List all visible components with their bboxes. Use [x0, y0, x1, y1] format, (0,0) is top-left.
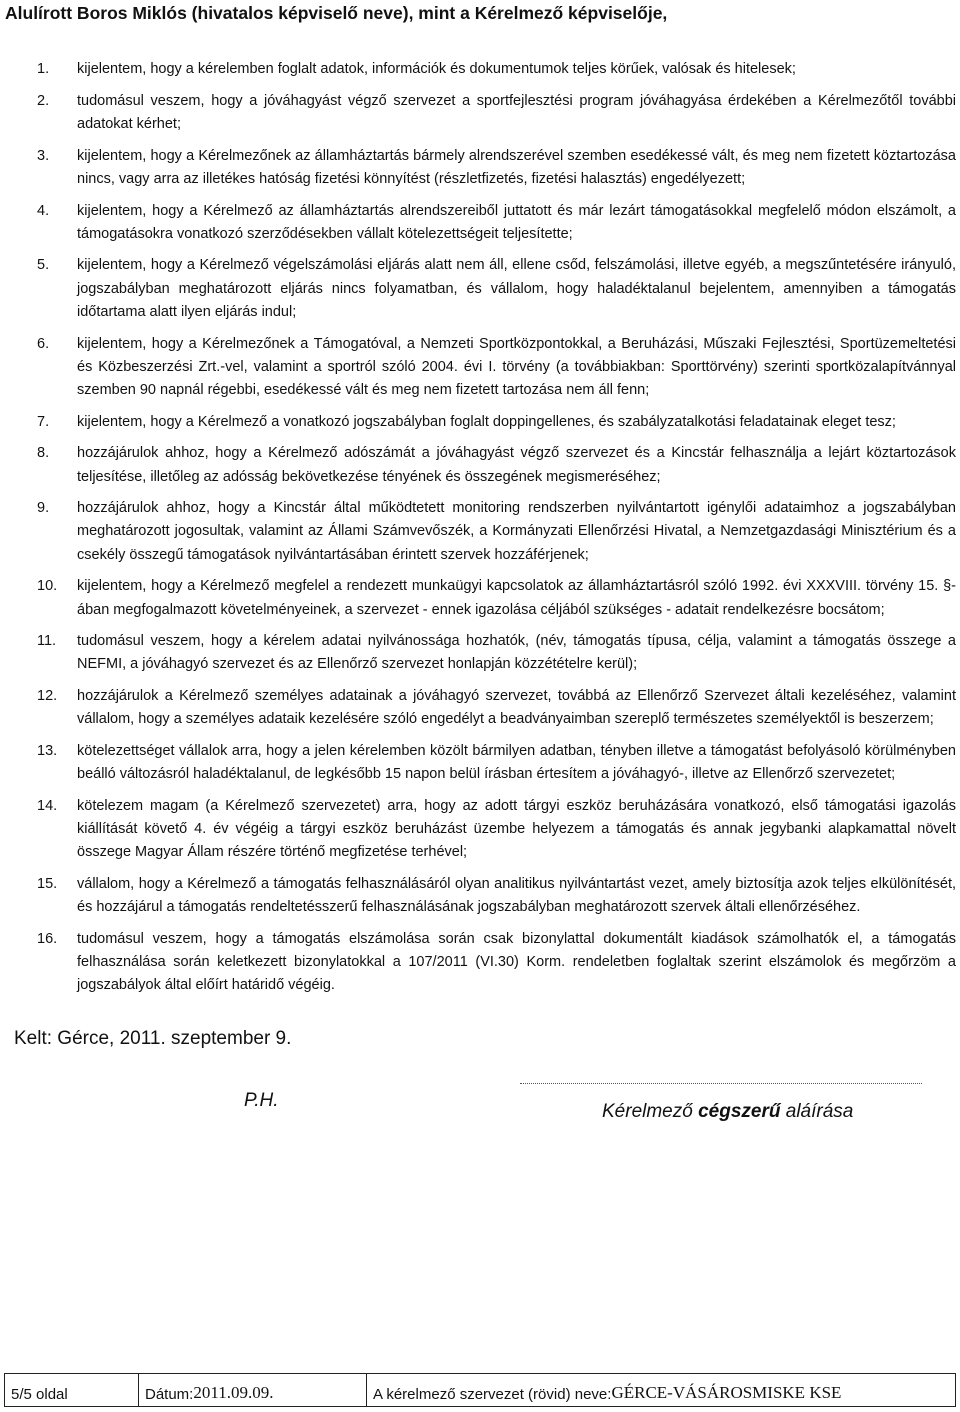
item-number: 12. — [37, 688, 58, 705]
footer-date — [139, 1374, 367, 1406]
item-text: kötelezettséget vállalok arra, hogy a jelen kérelemben közölt bármilyen adatban, tényben illetve a támogatást befolyásoló körülményben beálló változásról haladéktalanul, de legkésőbb 15 napon belül írásban értesítem a jóváhagyó-, illetve az Ellenőrző szervezetet; — [77, 743, 956, 783]
item-text: hozzájárulok a Kérelmező személyes adatainak a jóváhagyó szervezet, továbbá az Ellenőrző Szervezet általi kezeléséhez, valamint vállalom, hogy a személyes adataik kezelésére szóló engedélyt a beadványaimban szereplő természetes személyektől is beszerzem; — [77, 688, 956, 728]
item-number: 10. — [37, 578, 58, 595]
item-number: 4. — [37, 202, 50, 219]
item-text: tudomásul veszem, hogy a kérelem adatai nyilvánossága hozhatók, (név, támogatás típusa, célja, valamint a támogatás összege a NEFMI, a jóváhagyó szervezet és az Ellenőrző szervezet honlapján közzétételre kerül); — [77, 633, 956, 673]
document-heading: Alulírott Boros Miklós (hivatalos képviselő neve), mint a Kérelmező képviselője, — [5, 3, 668, 23]
item-number: 11. — [37, 633, 57, 650]
declaration-item-5 — [0, 254, 960, 324]
item-text: vállalom, hogy a Kérelmező a támogatás felhasználásáról olyan analitikus nyilvántartást vezet, amely biztosítja azok teljes elkülönítését, és hozzájárul a támogatás rendeltetésszerű felhasználásának jogszabályban meghatározott szervek általi ellenőrzéséhez. — [77, 876, 956, 916]
item-number: 9. — [37, 500, 50, 517]
item-number: 15. — [37, 876, 58, 893]
footer-organization — [367, 1374, 955, 1406]
declaration-item-4 — [0, 200, 960, 246]
item-text: kijelentem, hogy a Kérelmező az államháztartás alrendszereiből juttatott és már lezárt támogatásokkal megfelelő módon elszámolt, a támogatásokra vonatkozó szerződésekben vállalt kötelezettségeit teljesítette; — [77, 202, 956, 242]
item-number: 1. — [37, 61, 50, 77]
page-footer — [4, 1373, 956, 1407]
item-number: 8. — [37, 445, 50, 462]
signature-caption — [602, 1101, 853, 1123]
item-text: kijelentem, hogy a kérelemben foglalt adatok, információk és dokumentumok teljes körűek, valósak és hitelesek; — [77, 61, 796, 77]
declaration-item-1 — [0, 58, 960, 81]
item-number: 16. — [37, 931, 58, 947]
declaration-item-8 — [0, 442, 960, 488]
declaration-item-11 — [0, 630, 960, 676]
declaration-item-10 — [0, 575, 960, 621]
declaration-item-16 — [0, 928, 960, 998]
declaration-item-13 — [0, 740, 960, 786]
signature-prefix: Kérelmező — [602, 1101, 699, 1122]
declaration-item-12 — [0, 685, 960, 731]
item-text: kijelentem, hogy a Kérelmező megfelel a rendezett munkaügyi kapcsolatok az államháztartásról szóló 1992. évi XXXVIII. törvény 15. §-ában megfogalmazott követelményeinek, a szervezet - ennek igazolása céljából szükséges - adatait rendelkezésre bocsátom; — [77, 578, 956, 618]
item-text: tudomásul veszem, hogy a támogatás elszámolása során csak bizonylattal dokumentált kiadások számolhatók el, a támogatás felhasználása során keletkezett bizonylatokkal a 107/2011 (VI.30) Korm. rendeletben foglaltak szerint elszámolok és megőrzöm a jogszabályok által előírt határidő végéig. — [77, 931, 956, 994]
item-number: 14. — [37, 797, 58, 814]
signature-suffix: aláírása — [780, 1101, 854, 1122]
item-text: kijelentem, hogy a Kérelmezőnek az államháztartás bármely alrendszerével szemben esedékessé vált, és meg nem fizetett köztartozása nincs, vagy arra az illetékes hatóság fizetési könnyítést (részletfizetés, fizetési halasztás) engedélyezett; — [77, 147, 956, 187]
declaration-item-7 — [0, 411, 960, 434]
footer-page-number — [5, 1374, 139, 1406]
item-text: hozzájárulok ahhoz, hogy a Kincstár által működtetett monitoring rendszerben nyilvántartott igénylői adataimhoz a jogszabályban meghatározott jogosultak, valamint az Állami Számvevőszék, a Kormányzati Ellenőrzési Hivatal, a Nemzetgazdasági Minisztérium és a csekély összegű támogatások nyilvántartásában érintett szervek hozzáférjenek; — [77, 500, 956, 563]
page-number: 5/5 oldal — [11, 1386, 68, 1403]
date-value: 2011.09.09. — [193, 1383, 274, 1402]
org-value: GÉRCE-VÁSÁROSMISKE KSE — [611, 1383, 842, 1402]
date-place-line: Kelt: Gérce, 2011. szeptember 9. — [14, 1028, 292, 1049]
stamp-placeholder: P.H. — [244, 1090, 279, 1111]
signature-line — [520, 1083, 922, 1084]
item-text: hozzájárulok ahhoz, hogy a Kérelmező adószámát a jóváhagyást végző szervezet és a Kincstár felhasználja a lejárt köztartozások teljesítése, illetőleg az adósság bekövetkezése tényének és összegének megismeréséhez; — [77, 445, 956, 485]
declaration-item-2 — [0, 90, 960, 136]
date-label: Dátum: — [145, 1386, 194, 1403]
declaration-item-6 — [0, 333, 960, 403]
item-number: 2. — [37, 92, 50, 109]
item-number: 5. — [37, 257, 50, 274]
declaration-item-15 — [0, 873, 960, 919]
item-text: kijelentem, hogy a Kérelmező végelszámolási eljárás alatt nem áll, ellene csőd, felszámolási, illetve egyéb, a megszűntetésére irányuló, jogszabályban meghatározott eljárás nincs folyamatban, és vállalom, hogy haladéktalanul bejelentem, amennyiben a támogatás időtartama alatt ilyen eljárás indul; — [77, 257, 956, 320]
item-text: kijelentem, hogy a Kérelmező a vonatkozó jogszabályban foglalt doppingellenes, és szabályzatalkotási feladatainak eleget tesz; — [77, 413, 896, 430]
declaration-list — [0, 58, 960, 1006]
declaration-item-3 — [0, 145, 960, 191]
declaration-item-14 — [0, 795, 960, 865]
item-number: 13. — [37, 743, 58, 760]
org-label: A kérelmező szervezet (rövid) neve: — [373, 1386, 612, 1403]
item-text: kijelentem, hogy a Kérelmezőnek a Támogatóval, a Nemzeti Sportközpontokkal, a Beruházási, Műszaki Fejlesztési, Sportüzemeltetési és Közbeszerzési Zrt.-vel, valamint a sportról szóló 2004. évi I. törvény (a továbbiakban: Sporttörvény) szerinti sportközalapítvánnyal szemben 90 napnál régebbi, esedékessé vált és meg nem fizetett tartozása nem áll fenn; — [77, 335, 956, 398]
item-number: 3. — [37, 147, 50, 164]
declaration-item-9 — [0, 497, 960, 567]
item-number: 7. — [37, 413, 50, 430]
item-number: 6. — [37, 335, 50, 352]
item-text: kötelezem magam (a Kérelmező szervezetet) arra, hogy az adott tárgyi eszköz beruházására vonatkozó, első támogatási igazolás kiállítását követő 4. év végéig a tárgyi eszköz beruházást üzembe helyezem a támogatás és annak jegybanki alapkamattal növelt összege Magyar Állam részére történő megfizetése terhével; — [77, 797, 956, 861]
signature-bold: cégszerű — [698, 1101, 781, 1122]
item-text: tudomásul veszem, hogy a jóváhagyást végző szervezet a sportfejlesztési program jóváhagyása érdekében a Kérelmezőtől további adatokat kérhet; — [77, 92, 956, 132]
